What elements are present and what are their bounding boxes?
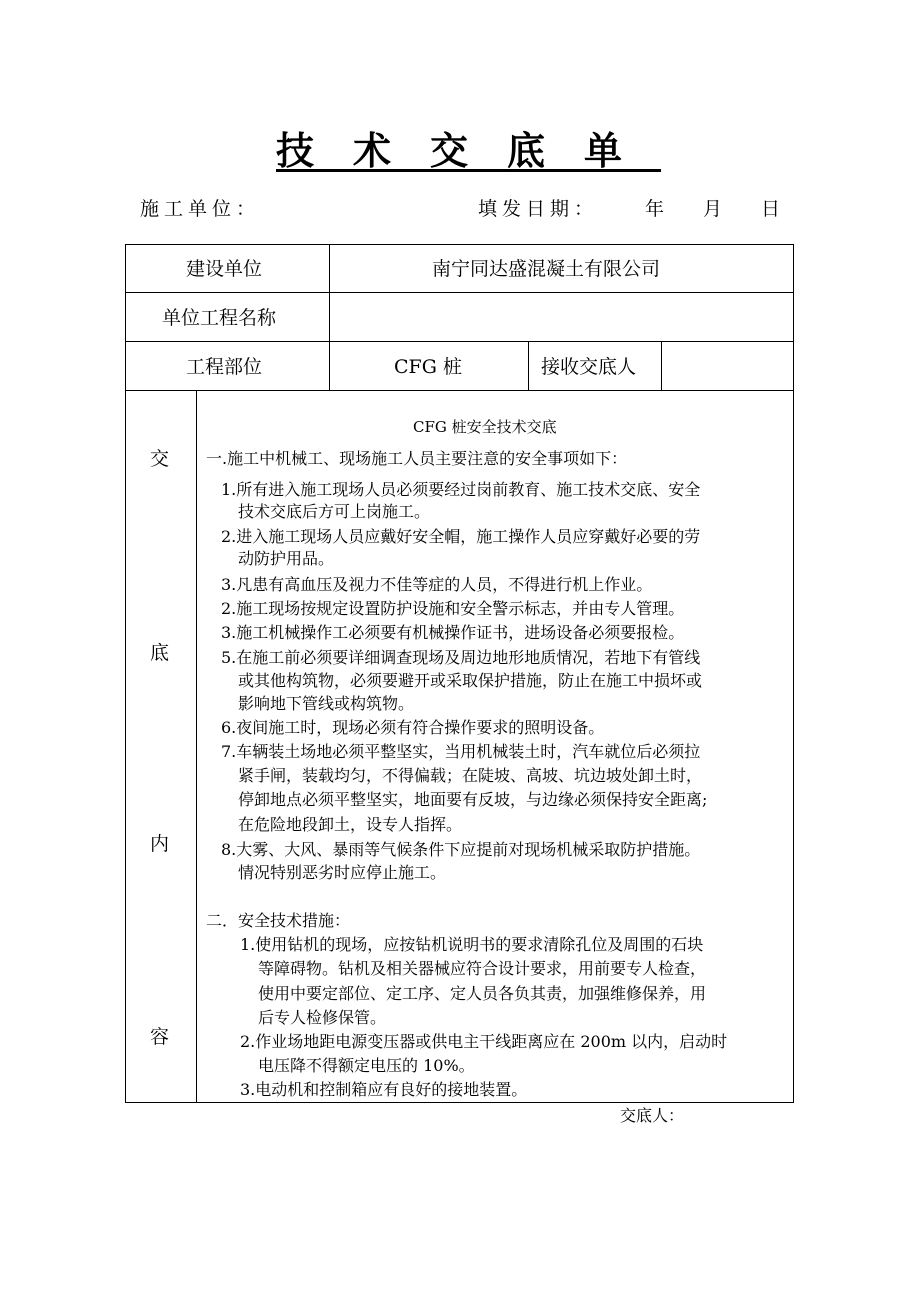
content-line: 2.作业场地距电源变压器或供电主干线距离应在 200m 以内，启动时 <box>240 1032 728 1051</box>
content-line: 3.凡患有高血压及视力不佳等症的人员，不得进行机上作业。 <box>221 575 653 594</box>
content-heading: CFG 桩安全技术交底 <box>413 418 557 436</box>
construction-unit-header-label: 施工单位： <box>140 198 261 220</box>
content-line: 一.施工中机械工、现场施工人员主要注意的安全事项如下： <box>206 449 628 468</box>
construction-unit-value: 南宁同达盛混凝土有限公司 <box>432 258 661 280</box>
table-row-divider <box>125 292 794 293</box>
table-row-divider <box>125 341 794 342</box>
project-name-label: 单位工程名称 <box>162 307 277 329</box>
table-border-bottom <box>125 1102 794 1103</box>
content-line: 1.使用钻机的现场，应按钻机说明书的要求清除孔位及周围的石块 <box>240 935 704 954</box>
content-line: 3.电动机和控制箱应有良好的接地装置。 <box>240 1080 528 1099</box>
content-line: 或其他构筑物，必须要避开或采取保护措施，防止在施工中损坏或 <box>238 671 703 690</box>
content-line: 使用中要定部位、定工序、定人员各负其责，加强维修保养，用 <box>258 984 707 1003</box>
table-border-right <box>793 244 794 1103</box>
side-label-char: 容 <box>150 1026 170 1048</box>
content-line: 电压降不得额定电压的 10%。 <box>258 1056 475 1075</box>
side-label-char: 底 <box>150 642 170 664</box>
table-row-divider <box>125 390 794 391</box>
project-part-label: 工程部位 <box>186 356 263 378</box>
date-day-label: 日 <box>761 198 786 220</box>
side-label-char: 内 <box>150 833 170 855</box>
handover-person-label: 交底人： <box>620 1106 685 1125</box>
table-col-divider <box>661 341 662 391</box>
content-line: 1.所有进入施工现场人员必须要经过岗前教育、施工技术交底、安全 <box>221 480 701 499</box>
table-border-left <box>125 244 126 1103</box>
project-part-value: CFG 桩 <box>394 356 462 378</box>
content-line: 3.施工机械操作工必须要有机械操作证书，进场设备必须要报检。 <box>221 623 685 642</box>
table-border-top <box>125 244 794 245</box>
table-col-divider <box>528 341 529 391</box>
content-line: 动防护用品。 <box>238 549 335 568</box>
content-line: 二．安全技术措施： <box>206 911 351 930</box>
document-title: 技术交底单 <box>276 129 662 173</box>
date-month-label: 月 <box>703 198 728 220</box>
content-line: 8.大雾、大风、暴雨等气候条件下应提前对现场机械采取防护措施。 <box>221 840 701 859</box>
content-line: 6.夜间施工时，现场必须有符合操作要求的照明设备。 <box>221 718 605 737</box>
content-line: 后专人检修保管。 <box>258 1008 387 1027</box>
content-line: 等障碍物。钻机及相关器械应符合设计要求，用前要专人检查， <box>258 959 707 978</box>
content-line: 2.施工现场按规定设置防护设施和安全警示标志，并由专人管理。 <box>221 599 685 618</box>
content-line: 7.车辆装土场地必须平整坚实，当用机械装土时，汽车就位后必须拉 <box>221 742 701 761</box>
issue-date-label: 填发日期： <box>478 198 599 220</box>
content-line: 技术交底后方可上岗施工。 <box>238 502 431 521</box>
date-year-label: 年 <box>645 198 670 220</box>
content-line: 影响地下管线或构筑物。 <box>238 694 415 713</box>
content-line: 5.在施工前必须要详细调查现场及周边地形地质情况，若地下有管线 <box>221 648 701 667</box>
table-col-divider <box>196 390 197 1103</box>
content-line: 2.进入施工现场人员应戴好安全帽，施工操作人员应穿戴好必要的劳 <box>221 527 701 546</box>
receiver-label: 接收交底人 <box>541 356 637 378</box>
table-col-divider <box>329 244 330 391</box>
content-line: 情况特别恶劣时应停止施工。 <box>238 863 447 882</box>
content-line: 在危险地段卸土，设专人指挥。 <box>238 815 463 834</box>
side-label-char: 交 <box>150 448 170 470</box>
content-line: 紧手闸，装载均匀，不得偏载；在陡坡、高坡、坑边坡处卸土时， <box>238 766 703 785</box>
content-line: 停卸地点必须平整坚实，地面要有反坡，与边缘必须保持安全距离; <box>238 790 708 809</box>
construction-unit-label: 建设单位 <box>186 258 263 280</box>
